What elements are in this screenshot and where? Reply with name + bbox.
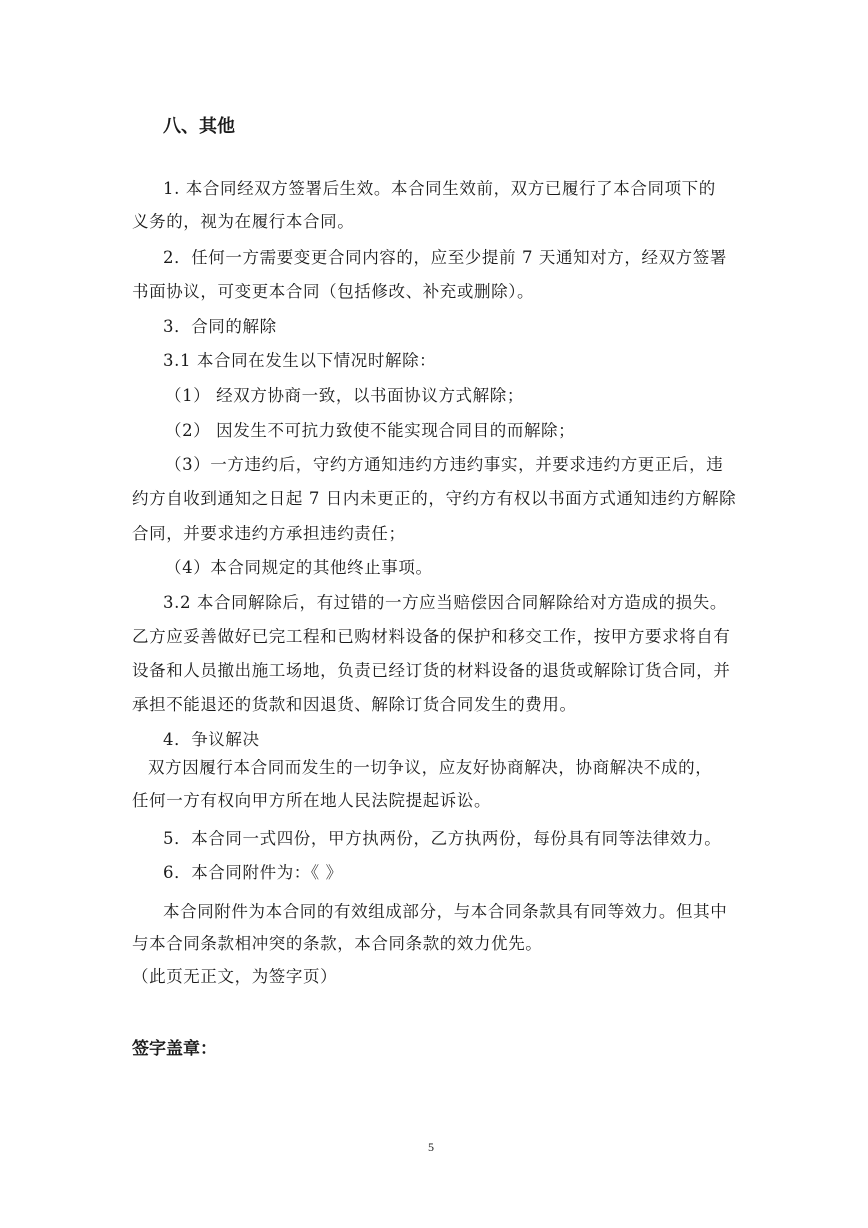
clause-2-line-1: 2．任何一方需要变更合同内容的，应至少提前 7 天通知对方，经双方签署 bbox=[163, 248, 727, 267]
section-heading: 八、其他 bbox=[163, 116, 235, 137]
signature-label: 签字盖章： bbox=[132, 1039, 217, 1059]
clause-3-1-item-1: （1） 经双方协商一致，以书面协议方式解除； bbox=[165, 386, 524, 405]
clause-4-title: 4．争议解决 bbox=[163, 730, 260, 749]
clause-3-1-item-3-line-3: 合同，并要求违约方承担违约责任； bbox=[132, 524, 406, 543]
clause-3-2-line-2: 乙方应妥善做好已完工程和已购材料设备的保护和移交工作，按甲方要求将自有 bbox=[132, 627, 731, 646]
clause-6: 6．本合同附件为：《 》 bbox=[163, 863, 343, 882]
clause-1-line-2: 义务的，视为在履行本合同。 bbox=[132, 212, 355, 231]
appendix-line-1: 本合同附件为本合同的有效组成部分，与本合同条款具有同等效力。但其中 bbox=[163, 902, 728, 921]
clause-3-1-title: 3.1 本合同在发生以下情况时解除： bbox=[163, 351, 437, 370]
clause-3-1-item-2: （2） 因发生不可抗力致使不能实现合同目的而解除； bbox=[165, 421, 576, 440]
clause-3-1-item-3-line-1: （3）一方违约后，守约方通知违约方违约事实，并要求违约方更正后，违 bbox=[165, 455, 724, 474]
clause-3-2-line-4: 承担不能退还的货款和因退货、解除订货合同发生的费用。 bbox=[132, 695, 577, 714]
clause-2-line-2: 书面协议，可变更本合同（包括修改、补充或删除）。 bbox=[132, 282, 535, 301]
appendix-line-2: 与本合同条款相冲突的条款，本合同条款的效力优先。 bbox=[132, 934, 543, 953]
signature-page-note: （此页无正文，为签字页） bbox=[132, 967, 338, 986]
page-number: 5 bbox=[428, 1140, 434, 1154]
clause-3-title: 3．合同的解除 bbox=[163, 317, 277, 336]
clause-3-2-line-3: 设备和人员撤出施工场地，负责已经订货的材料设备的退货或解除订货合同，并 bbox=[132, 661, 731, 680]
clause-5: 5．本合同一式四份，甲方执两份，乙方执两份，每份具有同等法律效力。 bbox=[163, 829, 722, 848]
clause-3-2-line-1: 3.2 本合同解除后，有过错的一方应当赔偿因合同解除给对方造成的损失。 bbox=[163, 593, 727, 612]
clause-1-line-1: 1. 本合同经双方签署后生效。本合同生效前，双方已履行了本合同项下的 bbox=[163, 179, 716, 198]
clause-4-line-1: 双方因履行本合同而发生的一切争议，应友好协商解决，协商解决不成的， bbox=[148, 758, 713, 777]
clause-3-1-item-4: （4）本合同规定的其他终止事项。 bbox=[165, 558, 433, 577]
clause-3-1-item-3-line-2: 约方自收到通知之日起 7 日内未更正的，守约方有权以书面方式通知违约方解除 bbox=[132, 489, 737, 508]
clause-4-line-2: 任何一方有权向甲方所在地人民法院提起诉讼。 bbox=[132, 791, 492, 810]
